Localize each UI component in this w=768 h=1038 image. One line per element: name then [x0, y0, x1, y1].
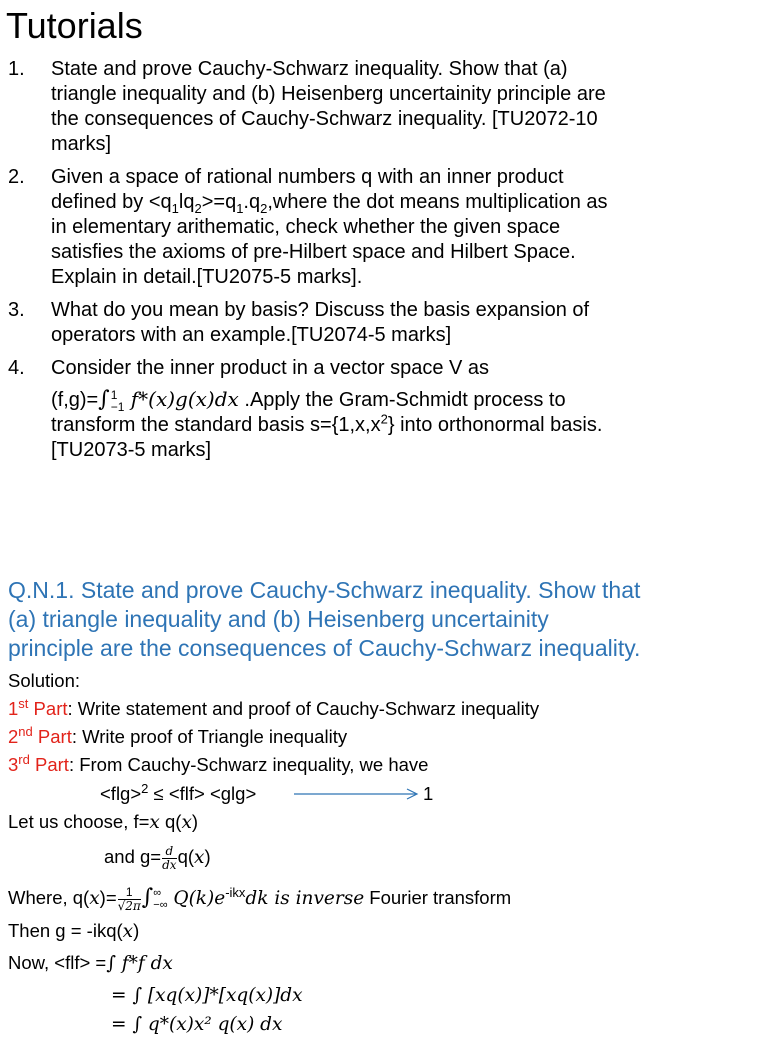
- question-2-text: [51, 165, 763, 290]
- qn1-heading-line: principle are the consequences of Cauchy-Schwarz inequality.: [8, 635, 641, 661]
- question-1-line: triangle inequality and (b) Heisenberg uncertainity principle are: [51, 83, 606, 105]
- solution-label: Solution:: [8, 670, 80, 691]
- question-4-number: 4.: [8, 357, 25, 379]
- and-g-line: and g= $\frac{d}{dx}$ q(x): [104, 843, 211, 872]
- cauchy-schwarz-inequality: <flg>$^2$ ≤ <flf> <glg>: [100, 780, 257, 804]
- qn1-heading-line: Q.N.1. State and prove Cauchy-Schwarz inequality. Show that: [8, 577, 641, 603]
- solution-part-1: 1st Part: Write statement and proof of Cauchy-Schwarz inequality: [8, 695, 540, 719]
- question-4-text: [51, 356, 763, 463]
- question-3-line: operators with an example.[TU2074-5 marks]: [51, 324, 452, 346]
- equation-step: = ∫ [xq(x)]*[xq(x)]dx: [111, 985, 303, 1006]
- question-1-text: [51, 57, 763, 157]
- question-4-line: transform the standard basis $s=\{1,x,x^2\}$ into orthonormal basis.: [51, 411, 603, 436]
- question-2-line: in elementary arithematic, check whether the given space: [51, 216, 561, 238]
- question-4-inner-product-formula: (f,g)=∫ 1 −1 f*(x)g(x)dx .Apply the Gram-Schmidt process to: [51, 387, 566, 414]
- where-q-line: Where, q(x)= $\frac{1}{√2\pi}$ ∫ ∞ −∞ $Q(k)e^{-ikx}dk$ is inverse Fourier transform: [8, 884, 512, 913]
- arrow-right-icon: [294, 786, 422, 802]
- solution-part-3: 3rd Part: From Cauchy-Schwarz inequality, we have: [8, 751, 429, 775]
- question-1-number: 1.: [8, 58, 25, 80]
- question-2-line: Explain in detail.[TU2075-5 marks].: [51, 266, 363, 288]
- question-1-line: the consequences of Cauchy-Schwarz inequality. [TU2072-10: [51, 108, 598, 130]
- question-2-line: satisfies the axioms of pre-Hilbert space and Hilbert Space.: [51, 241, 576, 263]
- qn1-heading-line: (a) triangle inequality and (b) Heisenberg uncertainity: [8, 606, 549, 632]
- question-2-line-inner-product: defined by $<q_1lq_2>=q_1.q_2,where$ the dot means multiplication as: [51, 191, 608, 216]
- question-1-line: marks]: [51, 133, 111, 155]
- question-3-text: [51, 298, 763, 348]
- question-2-number: 2.: [8, 166, 25, 188]
- let-us-choose-line: Let us choose, f=x q(x): [8, 811, 199, 833]
- question-3-line: What do you mean by basis? Discuss the basis expansion of: [51, 299, 590, 321]
- question-4-line: [TU2073-5 marks]: [51, 439, 212, 461]
- equation-number: 1: [423, 783, 434, 804]
- now-flf-line: Now, <flf> =∫ f*f dx: [8, 952, 173, 974]
- question-3-number: 3.: [8, 299, 25, 321]
- then-g-line: Then g = -ikq(x): [8, 920, 140, 942]
- equation-step-partial: = ∫ q*(x)x² q(x) dx: [111, 1014, 283, 1035]
- question-1-line: State and prove Cauchy-Schwarz inequality. Show that (a): [51, 58, 568, 80]
- question-2-line: Given a space of rational numbers q with an inner product: [51, 166, 564, 188]
- page-title: Tutorials: [6, 5, 143, 46]
- qn1-heading: [8, 576, 640, 663]
- solution-part-2: 2nd Part: Write proof of Triangle inequality: [8, 723, 348, 747]
- question-4-line: Consider the inner product in a vector space V as: [51, 357, 490, 379]
